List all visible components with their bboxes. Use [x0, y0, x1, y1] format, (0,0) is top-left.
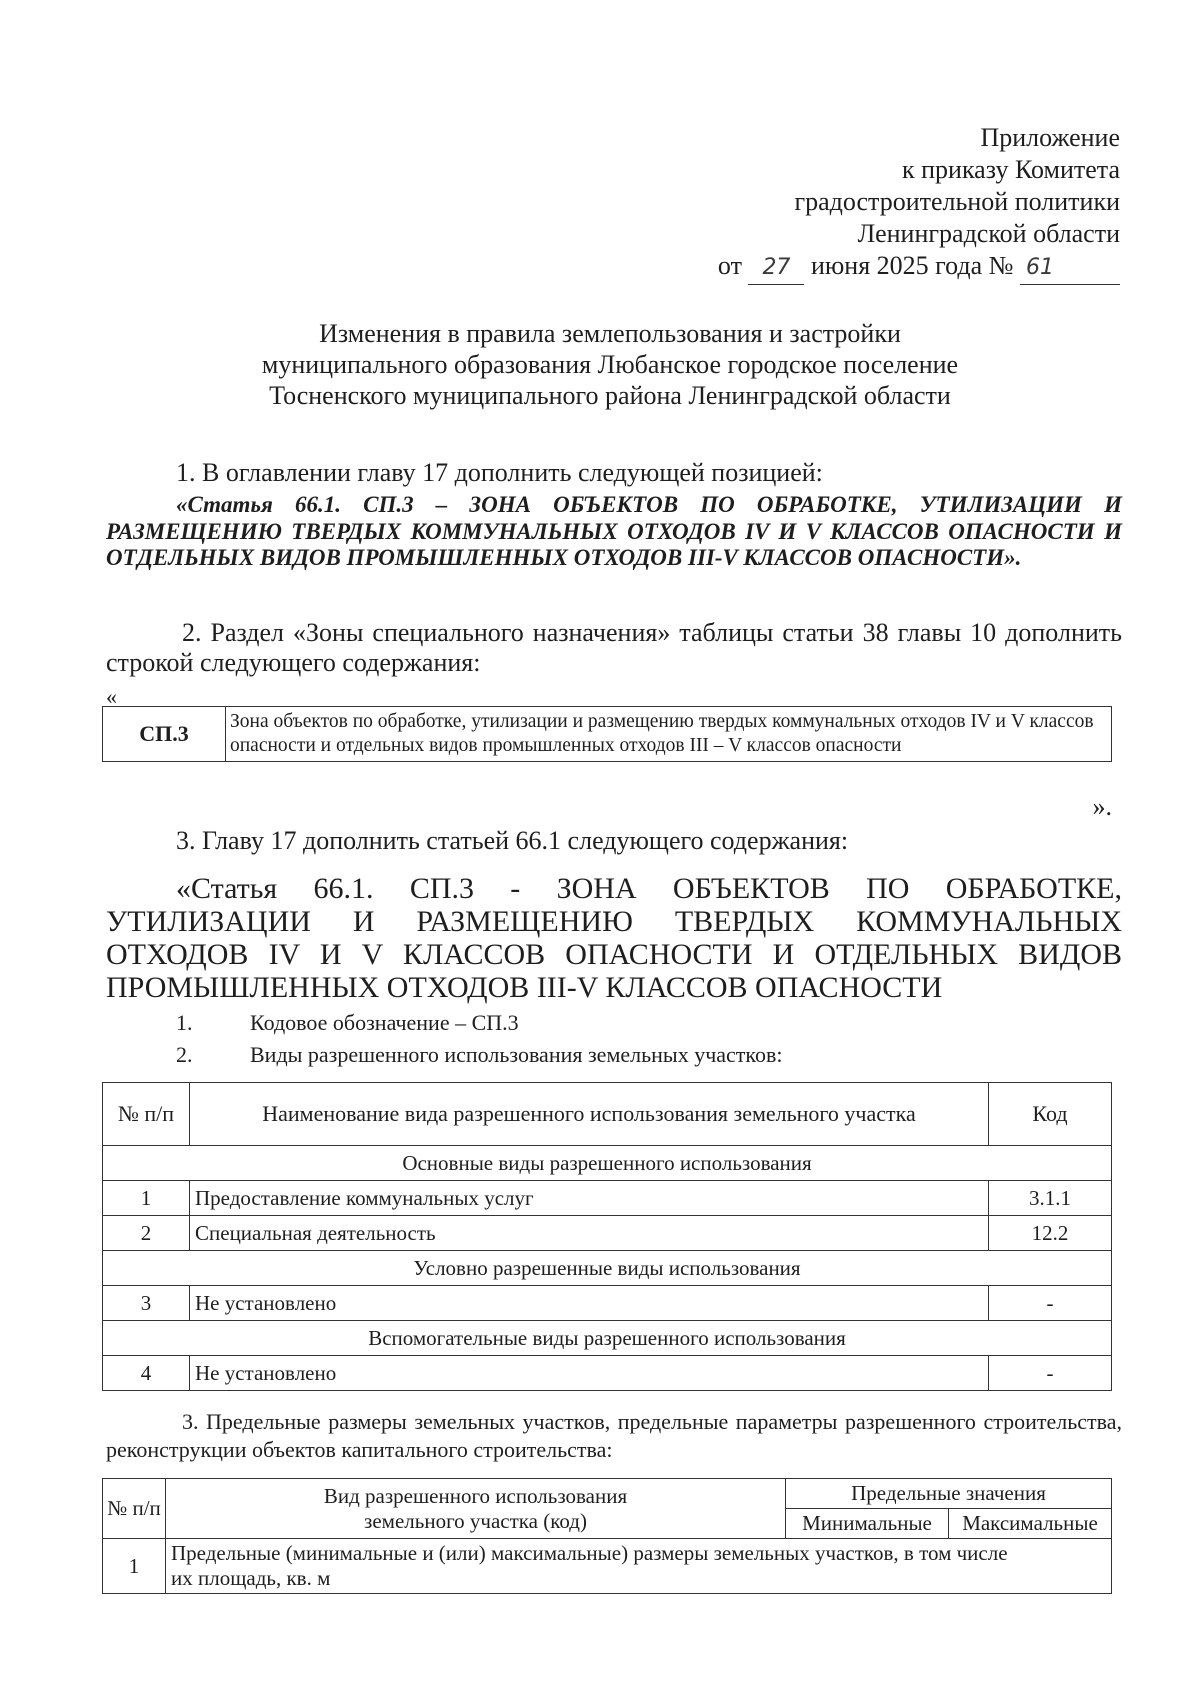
header-cell: Наименование вида разрешенного использования земельного участка [190, 1083, 989, 1146]
title-line: муниципального образования Любанское городское поселение [261, 350, 959, 379]
zone-description-cell: Зона объектов по обработке, утилизации и размещению твердых коммунальных отходов IV и V классов опасности и отдельных видов промышленных отходов III – V классов опасности [226, 707, 1112, 762]
table-row [103, 1181, 1112, 1216]
header-cell: Минимальные [786, 1509, 949, 1539]
table-row [103, 1286, 1112, 1321]
section-row [103, 1146, 1112, 1181]
appendix-line: Приложение [980, 123, 1120, 152]
list-item [176, 1010, 519, 1036]
handwritten-order-day: 27 [748, 252, 804, 285]
article-title-text: «Статья 66.1. СП.3 - ЗОНА ОБЪЕКТОВ ПО ОБРАБОТКЕ, УТИЛИЗАЦИИ И РАЗМЕЩЕНИЮ ТВЕРДЫХ КОММУНАЛЬНЫХ ОТХОДОВ IV И V КЛАССОВ ОПАСНОСТИ И ОТДЕЛЬНЫХ ВИДОВ ПРОМЫШЛЕННЫХ ОТХОДОВ III-V КЛАССОВ ОПАСНОСТИ [106, 872, 1122, 1004]
item-1-quote: «Статья 66.1. СП.3 – ЗОНА ОБЪЕКТОВ ПО ОБРАБОТКЕ, УТИЛИЗАЦИИ И РАЗМЕЩЕНИЮ ТВЕРДЫХ КОММУНАЛЬНЫХ ОТХОДОВ IV И V КЛАССОВ ОПАСНОСТИ И ОТДЕЛЬНЫХ ВИДОВ ПРОМЫШЛЕННЫХ ОТХОДОВ III-V КЛАССОВ ОПАСНОСТИ». [106, 492, 1123, 570]
limits-table [102, 1478, 1112, 1594]
order-middle: июня 2025 года № [810, 251, 1014, 280]
row-name-cell: Не установлено [190, 1356, 989, 1391]
header-cell: Код [989, 1083, 1112, 1146]
table-header-row [103, 1083, 1112, 1146]
row-number-cell: 1 [103, 1181, 190, 1216]
header-cell: № п/п [103, 1479, 166, 1539]
zone-row-table [102, 706, 1112, 762]
row-number-cell: 4 [103, 1356, 190, 1391]
row-name-cell: Не установлено [190, 1286, 989, 1321]
list-item-text: Кодовое обозначение – СП.3 [250, 1010, 519, 1035]
row-code-cell: - [989, 1286, 1112, 1321]
header-cell-line: Вид разрешенного использования [323, 1483, 628, 1508]
article-title [106, 872, 1122, 1004]
row-code-cell: 3.1.1 [989, 1181, 1112, 1216]
open-quote: « [106, 684, 117, 709]
table-row [103, 707, 1112, 762]
item-3-sub-3-text: 3. Предельные размеры земельных участков, предельные параметры разрешенного строительства, реконструкции объектов капитального строительства: [106, 1409, 1122, 1462]
zone-code-cell: СП.3 [103, 707, 226, 762]
list-item-text: Виды разрешенного использования земельных участков: [250, 1042, 783, 1067]
table-row [103, 1539, 1112, 1594]
appendix-line: градостроительной политики [794, 187, 1120, 216]
header-cell: Максимальные [949, 1509, 1112, 1539]
appendix-line: Ленинградской области [857, 219, 1120, 248]
row-code-cell: 12.2 [989, 1216, 1112, 1251]
table-row [103, 1216, 1112, 1251]
row-text-cell: Предельные (минимальные и (или) максимальные) размеры земельных участков, в том числе их площадь, кв. м [166, 1539, 1112, 1594]
row-number-cell: 2 [103, 1216, 190, 1251]
table-header-row [103, 1479, 1112, 1509]
list-item-number: 1. [176, 1010, 193, 1035]
title-line: Изменения в правила землепользования и застройки [319, 319, 901, 348]
header-cell: № п/п [103, 1083, 190, 1146]
item-3-text: 3. Главу 17 дополнить статьей 66.1 следующего содержания: [176, 826, 849, 855]
permitted-uses-table [102, 1082, 1112, 1391]
table-row [103, 1356, 1112, 1391]
document-title [100, 318, 1120, 411]
item-1-text: 1. В оглавлении главу 17 дополнить следующей позицией: [176, 458, 823, 487]
list-item-number: 2. [176, 1042, 193, 1067]
list-item [176, 1042, 782, 1068]
handwritten-order-number: 61 [1020, 252, 1120, 285]
header-cell: Предельные значения [786, 1479, 1112, 1509]
row-number-cell: 1 [103, 1539, 166, 1594]
header-cell-line: земельного участка (код) [364, 1508, 587, 1533]
order-date-line [718, 250, 1120, 285]
section-row [103, 1251, 1112, 1286]
row-code-cell: - [989, 1356, 1112, 1391]
section-cell: Условно разрешенные виды использования [103, 1251, 1112, 1286]
section-row [103, 1321, 1112, 1356]
row-name-cell: Предоставление коммунальных услуг [190, 1181, 989, 1216]
section-cell: Основные виды разрешенного использования [103, 1146, 1112, 1181]
appendix-line: к приказу Комитета [901, 155, 1120, 184]
row-number-cell: 3 [103, 1286, 190, 1321]
title-line: Тосненского муниципального района Ленинградской области [269, 381, 951, 410]
item-2-text: 2. Раздел «Зоны специального назначения» таблицы статьи 38 главы 10 дополнить строкой следующего содержания: [106, 618, 1122, 677]
order-prefix: от [717, 251, 742, 280]
section-cell: Вспомогательные виды разрешенного использования [103, 1321, 1112, 1356]
close-quote: ». [1092, 792, 1112, 821]
row-name-cell: Специальная деятельность [190, 1216, 989, 1251]
header-cell [166, 1479, 786, 1539]
appendix-header [718, 122, 1120, 285]
